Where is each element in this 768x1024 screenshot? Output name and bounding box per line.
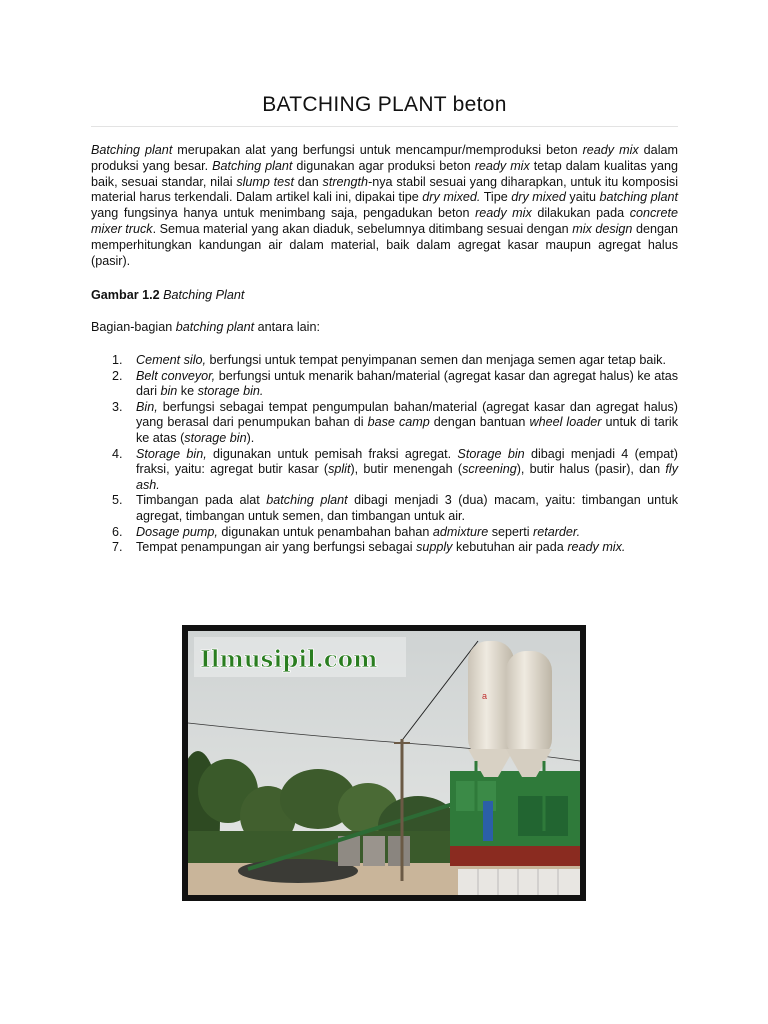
text-run: seperti (488, 524, 534, 539)
batching-plant-photo (182, 625, 586, 901)
italic-term: mix design (572, 221, 633, 236)
italic-term: batching plant (599, 190, 678, 205)
list-item (91, 493, 678, 524)
text-run: Tempat penampungan air yang berfungsi sebagai (136, 540, 417, 555)
figure-caption-text: Batching Plant (163, 288, 245, 302)
text-run: dan (293, 174, 323, 189)
italic-term: slump test (236, 174, 294, 189)
text-run: dalam produksi yang besar. (91, 143, 678, 173)
text-run: Timbangan pada alat (136, 493, 267, 508)
italic-term: Cement silo, (136, 353, 206, 367)
italic-term: ready mix (582, 143, 639, 157)
text-run: dibagi menjadi 3 (dua) macam, yaitu: timbangan untuk agregat, timbangan untuk semen, dan timbangan untuk air. (136, 493, 678, 523)
list-item (91, 525, 678, 541)
figure-caption-label: Gambar 1.2 (91, 288, 160, 302)
list-number: 5. (112, 493, 123, 508)
wall (458, 869, 580, 895)
italic-term: Storage bin (457, 446, 525, 461)
text-run: dilakukan pada (531, 206, 630, 221)
italic-term: dry mixed (511, 190, 566, 205)
italic-term: batching plant (266, 493, 348, 508)
list-number: 3. (112, 399, 123, 414)
text-run: . Semua material yang akan diaduk, sebelumnya ditimbang sesuai dengan (152, 221, 573, 236)
italic-term: Batching plant (212, 158, 293, 173)
page-title: BATCHING PLANT beton (262, 93, 507, 116)
italic-term: strength (322, 174, 369, 189)
silo-label: a (482, 691, 488, 701)
italic-term: bin (160, 384, 178, 399)
italic-term: Storage bin, (136, 446, 207, 461)
intro-paragraph (91, 143, 678, 269)
text-run: antara lain: (254, 320, 320, 334)
text-run: yaitu (565, 190, 600, 205)
text-run: untuk di tarik ke atas ( (136, 415, 678, 445)
italic-term: ready mix. (567, 540, 626, 555)
list-number: 6. (112, 524, 123, 539)
italic-term: supply (416, 540, 453, 555)
batching-plant-image (188, 631, 580, 895)
list-number: 4. (112, 446, 123, 461)
list-number: 7. (112, 540, 123, 555)
figure-caption (91, 288, 678, 304)
text-run: kebutuhan air pada (452, 540, 568, 555)
italic-term: base camp (367, 415, 430, 430)
text-run: -nya stabil sesuai yang diharapkan, untuk itu komposisi material harus terkendali. Dalam artikel kali ini, dipakai tipe (91, 174, 678, 205)
text-run: digunakan untuk penambahan bahan (217, 524, 433, 539)
italic-term: storage bin (184, 430, 247, 445)
list-item (91, 353, 678, 369)
watermark-logo: Ilmusipil.com (200, 646, 378, 673)
text-run: merupakan alat yang berfungsi untuk mencampur/memproduksi beton (172, 143, 583, 157)
text-run: dengan bantuan (429, 415, 530, 430)
text-run: digunakan untuk pemisah fraksi agregat. (206, 446, 458, 461)
text-run: digunakan agar produksi beton (292, 158, 475, 173)
bins (338, 836, 410, 866)
title-divider (91, 126, 678, 127)
italic-term: batching plant (175, 320, 255, 334)
list-item (91, 369, 678, 400)
text-run: tetap dalam kualitas yang baik, sesuai standar, nilai (91, 158, 678, 189)
list-number: 2. (112, 368, 123, 383)
text-run: berfungsi untuk menarik bahan/material (agregat kasar dan agregat halus) ke atas dari (136, 368, 679, 399)
italic-term: storage bin. (197, 384, 264, 399)
text-run: ). (246, 430, 255, 445)
text-run: yang fungsinya hanya untuk menimbang saja, pengadukan beton (91, 206, 476, 221)
italic-term: fly ash. (136, 462, 678, 492)
text-run: ), butir menengah ( (350, 462, 463, 477)
italic-term: concrete mixer truck (91, 206, 678, 236)
italic-term: admixture (432, 524, 489, 539)
italic-term: Bin, (136, 399, 158, 414)
plant-structure (450, 771, 580, 866)
italic-term: ready mix (474, 158, 530, 173)
text-run: dibagi menjadi 4 (empat) fraksi, yaitu: agregat butir kasar ( (136, 446, 678, 477)
text-run: Tipe (480, 190, 512, 205)
list-item (91, 540, 678, 556)
text-run: dengan memperhitungkan kandungan air dalam material, baik dalam agregat kasar maupun agregat halus (pasir). (91, 221, 679, 268)
parts-list (91, 353, 678, 556)
italic-term: split (328, 462, 351, 477)
text-run: Bagian-bagian (91, 320, 176, 334)
list-number: 1. (112, 353, 123, 367)
text-run: berfungsi untuk tempat penyimpanan semen dan menjaga semen agar tetap baik. (206, 353, 666, 367)
italic-term: wheel loader (529, 415, 602, 430)
text-run: berfungsi sebagai tempat pengumpulan bahan/material (agregat kasar dan agregat halus) yang berasal dari penumpukan bahan di (136, 399, 678, 430)
italic-term: ready mix (475, 206, 532, 221)
italic-term: retarder. (533, 524, 581, 539)
parts-intro (91, 320, 678, 336)
text-run: ke (177, 384, 198, 399)
italic-term: screening (462, 462, 517, 477)
italic-term: Belt conveyor, (136, 368, 216, 383)
italic-term: Batching plant (91, 143, 173, 157)
list-item (91, 447, 678, 494)
list-item (91, 400, 678, 447)
italic-term: dry mixed. (422, 190, 481, 205)
italic-term: Dosage pump, (136, 524, 218, 539)
text-run: ), butir halus (pasir), dan (516, 462, 666, 477)
